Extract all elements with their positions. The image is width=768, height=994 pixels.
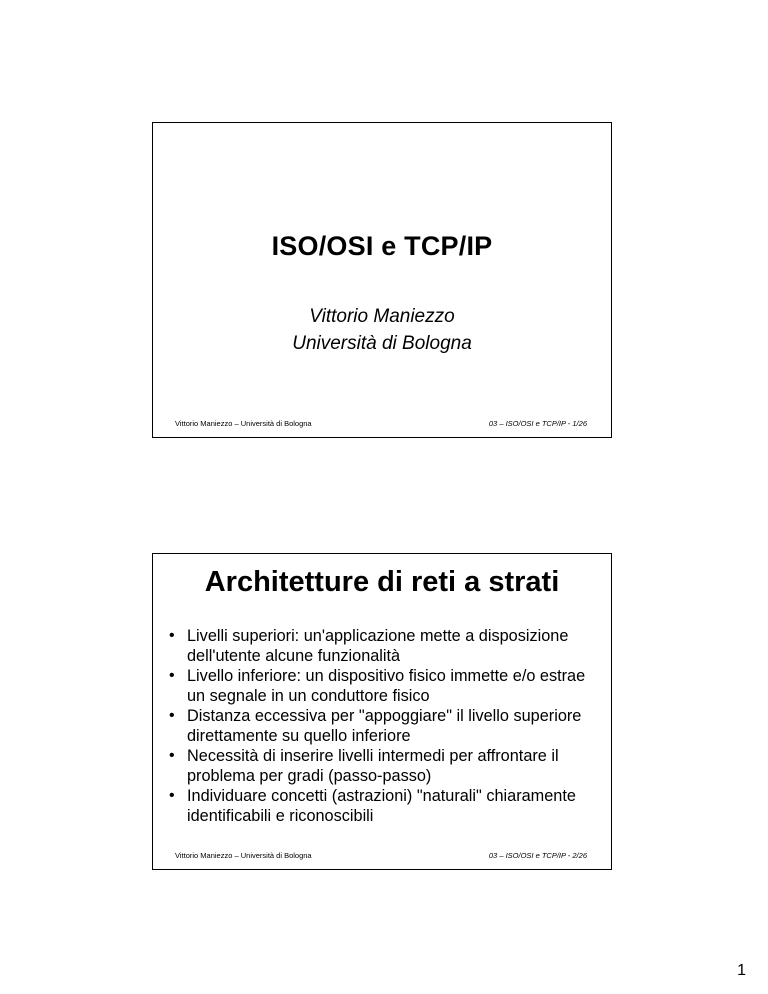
bullet-icon: • bbox=[169, 787, 175, 804]
page-number: 1 bbox=[737, 962, 746, 979]
slide-footer-right: 03 – ISO/OSI e TCP/IP - 2/26 bbox=[488, 851, 587, 860]
bullet-list bbox=[167, 626, 597, 826]
slide-title: ISO/OSI e TCP/IP bbox=[271, 231, 493, 261]
author-name: Vittorio Maniezzo bbox=[309, 306, 455, 327]
bullet-icon: • bbox=[169, 707, 175, 724]
bullet-item: • Individuare concetti (astrazioni) "naturali" chiaramente identificabili e riconoscibili bbox=[169, 787, 576, 825]
bullet-icon: • bbox=[169, 667, 175, 684]
bullet-icon: • bbox=[169, 627, 175, 644]
slide-footer-left: Vittorio Maniezzo – Università di Bologna bbox=[175, 419, 312, 428]
bullet-item: • Livello inferiore: un dispositivo fisico immette e/o estrae un segnale in un conduttore fisico bbox=[169, 667, 586, 705]
author-affiliation: Università di Bologna bbox=[292, 333, 472, 354]
slide-title: Architetture di reti a strati bbox=[204, 566, 560, 598]
bullet-item: • Necessità di inserire livelli intermedi per affrontare il problema per gradi (passo-passo) bbox=[169, 747, 559, 785]
slide-2 bbox=[152, 553, 612, 870]
bullet-item: • Distanza eccessiva per "appoggiare" il livello superiore direttamente su quello inferiore bbox=[169, 707, 582, 745]
slide-1 bbox=[152, 122, 612, 438]
bullet-icon: • bbox=[169, 747, 175, 764]
slide-footer-right: 03 – ISO/OSI e TCP/IP - 1/26 bbox=[488, 419, 587, 428]
bullet-item: • Livelli superiori: un'applicazione mette a disposizione dell'utente alcune funzionalità bbox=[169, 627, 569, 665]
slide-footer-left: Vittorio Maniezzo – Università di Bologna bbox=[175, 851, 312, 860]
